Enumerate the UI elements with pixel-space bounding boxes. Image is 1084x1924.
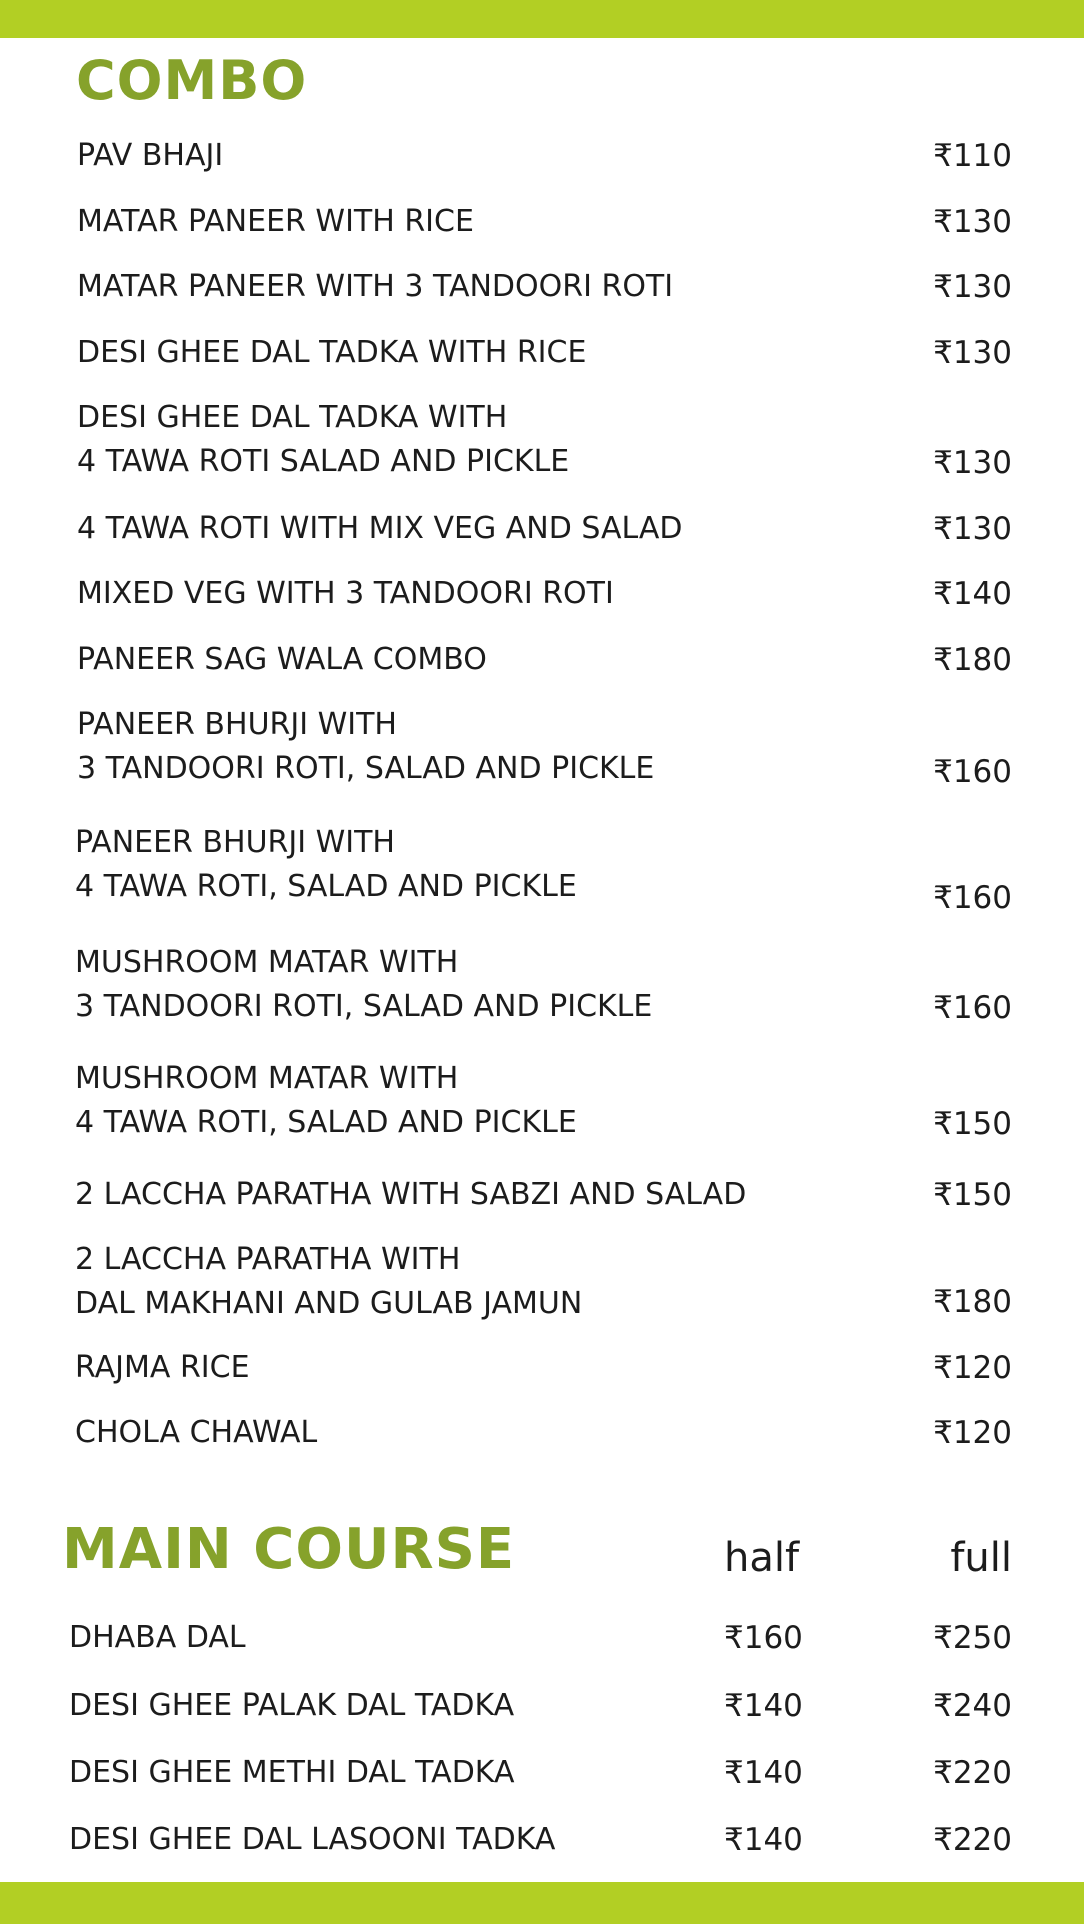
combo-item-price: ₹160	[933, 880, 1012, 916]
main-course-full-price: ₹240	[933, 1688, 1012, 1724]
combo-item-name: MATAR PANEER WITH 3 TANDOORI ROTI	[77, 269, 674, 304]
combo-item-price: ₹160	[933, 990, 1012, 1026]
combo-item-name: DESI GHEE DAL TADKA WITH 4 TAWA ROTI SALAD AND PICKLE	[77, 400, 570, 479]
main-course-half-price: ₹140	[724, 1755, 803, 1791]
combo-item-price: ₹130	[933, 204, 1012, 240]
combo-item-name: PANEER BHURJI WITH 4 TAWA ROTI, SALAD AND PICKLE	[75, 825, 577, 904]
combo-item-name: MIXED VEG WITH 3 TANDOORI ROTI	[77, 576, 614, 611]
combo-item-name: MATAR PANEER WITH RICE	[77, 204, 474, 239]
combo-item-price: ₹150	[933, 1177, 1012, 1213]
combo-item-name: 4 TAWA ROTI WITH MIX VEG AND SALAD	[77, 511, 683, 546]
main-course-item-name: DESI GHEE DAL LASOONI TADKA	[69, 1822, 556, 1857]
main-course-item-name: DESI GHEE METHI DAL TADKA	[69, 1755, 515, 1790]
combo-item-price: ₹110	[933, 138, 1012, 174]
combo-item-name: PANEER SAG WALA COMBO	[77, 642, 487, 677]
combo-item-price: ₹120	[933, 1350, 1012, 1386]
combo-item-name: PANEER BHURJI WITH 3 TANDOORI ROTI, SALAD AND PICKLE	[77, 707, 655, 786]
bottom-accent-bar	[0, 1882, 1084, 1924]
main-course-section-title: MAIN COURSE	[62, 1517, 516, 1582]
combo-item-name: MUSHROOM MATAR WITH 4 TAWA ROTI, SALAD AND PICKLE	[75, 1061, 577, 1140]
main-course-half-price: ₹140	[724, 1822, 803, 1858]
full-column-header: full	[950, 1535, 1012, 1581]
half-column-header: half	[724, 1535, 800, 1581]
combo-item-name: RAJMA RICE	[75, 1350, 250, 1385]
combo-item-price: ₹140	[933, 576, 1012, 612]
combo-item-name: PAV BHAJI	[77, 138, 224, 173]
main-course-full-price: ₹220	[933, 1755, 1012, 1791]
combo-item-price: ₹120	[933, 1415, 1012, 1451]
combo-item-name: 2 LACCHA PARATHA WITH DAL MAKHANI AND GULAB JAMUN	[75, 1242, 583, 1321]
combo-item-name: MUSHROOM MATAR WITH 3 TANDOORI ROTI, SALAD AND PICKLE	[75, 945, 653, 1024]
main-course-item-name: DHABA DAL	[69, 1620, 246, 1655]
combo-item-price: ₹180	[933, 642, 1012, 678]
combo-item-name: DESI GHEE DAL TADKA WITH RICE	[77, 335, 587, 370]
main-course-full-price: ₹250	[933, 1620, 1012, 1656]
combo-item-price: ₹130	[933, 335, 1012, 371]
top-accent-bar	[0, 0, 1084, 38]
combo-item-price: ₹130	[933, 445, 1012, 481]
combo-item-name: CHOLA CHAWAL	[75, 1415, 318, 1450]
main-course-full-price: ₹220	[933, 1822, 1012, 1858]
combo-item-price: ₹130	[933, 511, 1012, 547]
main-course-half-price: ₹140	[724, 1688, 803, 1724]
combo-item-price: ₹150	[933, 1106, 1012, 1142]
main-course-half-price: ₹160	[724, 1620, 803, 1656]
combo-item-price: ₹130	[933, 269, 1012, 305]
combo-section-title: COMBO	[76, 49, 308, 112]
combo-item-price: ₹160	[933, 754, 1012, 790]
combo-item-price: ₹180	[933, 1284, 1012, 1320]
main-course-item-name: DESI GHEE PALAK DAL TADKA	[69, 1688, 515, 1723]
combo-item-name: 2 LACCHA PARATHA WITH SABZI AND SALAD	[75, 1177, 747, 1212]
